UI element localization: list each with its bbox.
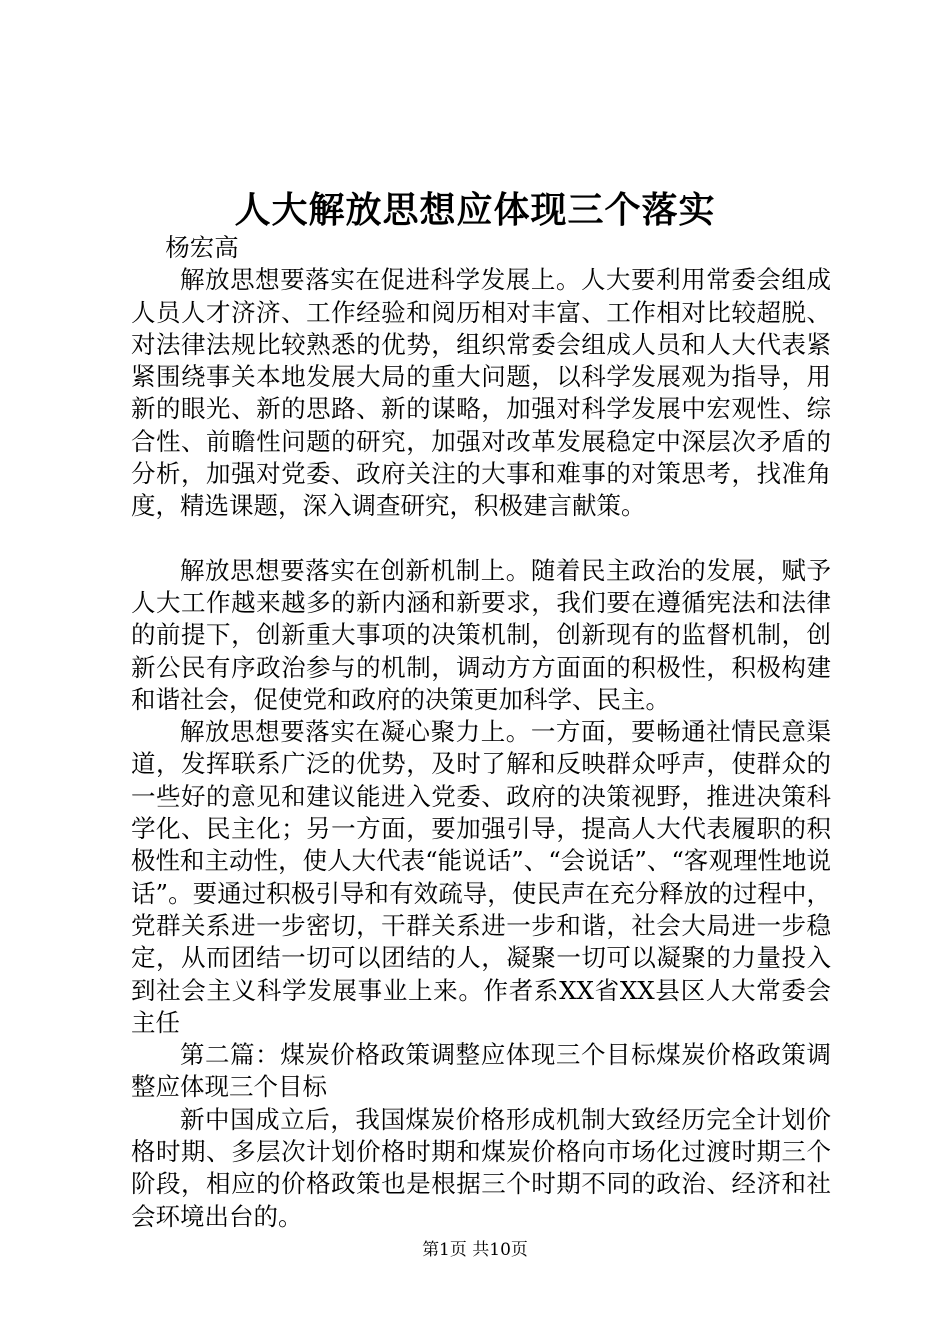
paragraph-4: 新中国成立后，我国煤炭价格形成机制大致经历完全计划价格时期、多层次计划价格时期和煤炭价格向市场化过渡时期三个阶段，相应的价格政策也是根据三个时期不同的政治、经济和社会环境出台的。 — [131, 1104, 831, 1231]
page-footer: 第1页 共10页 — [422, 1240, 528, 1260]
paragraph-1: 解放思想要落实在促进科学发展上。人大要利用常委会组成人员人才济济、工作经验和阅历相对丰富、工作相对比较超脱、对法律法规比较熟悉的优势，组织常委会组成人员和人大代表紧紧围绕事关本地发展大局的重大问题，以科学发展观为指导，用新的眼光、新的思路、新的谋略，加强对科学发展中宏观性、综合性、前瞻性问题的研究，加强对改革发展稳定中深层次矛盾的分析，加强对党委、政府关注的大事和难事的对策思考，找准角度，精选课题，深入调查研究，积极建言献策。 — [131, 265, 831, 521]
document-title: 人大解放思想应体现三个落实 — [234, 189, 716, 231]
paragraph-2: 解放思想要落实在创新机制上。随着民主政治的发展，赋予人大工作越来越多的新内涵和新要求，我们要在遵循宪法和法律的前提下，创新重大事项的决策机制，创新现有的监督机制，创新公民有序政治参与的机制，调动方方面面的积极性，积极构建和谐社会，促使党和政府的决策更加科学、民主。 — [131, 555, 831, 714]
section-heading-2: 第二篇：煤炭价格政策调整应体现三个目标煤炭价格政策调整应体现三个目标 — [131, 1040, 831, 1102]
document-body — [131, 232, 831, 1233]
paragraph-3: 解放思想要落实在凝心聚力上。一方面，要畅通社情民意渠道，发挥联系广泛的优势，及时了解和反映群众呼声，使群众的一些好的意见和建议能进入党委、政府的决策视野，推进决策科学化、民主化；另一方面，要加强引导，提高人大代表履职的积极性和主动性，使人大代表“能说话”、“会说话”、“客观理性地说话”。要通过积极引导和有效疏导，使民声在充分释放的过程中，党群关系进一步密切，干群关系进一步和谐，社会大局进一步稳定，从而团结一切可以团结的人，凝聚一切可以凝聚的力量投入到社会主义科学发展事业上来。作者系XX省XX县区人大常委会主任 — [131, 717, 831, 1037]
author-name: 杨宏高 — [165, 233, 239, 262]
